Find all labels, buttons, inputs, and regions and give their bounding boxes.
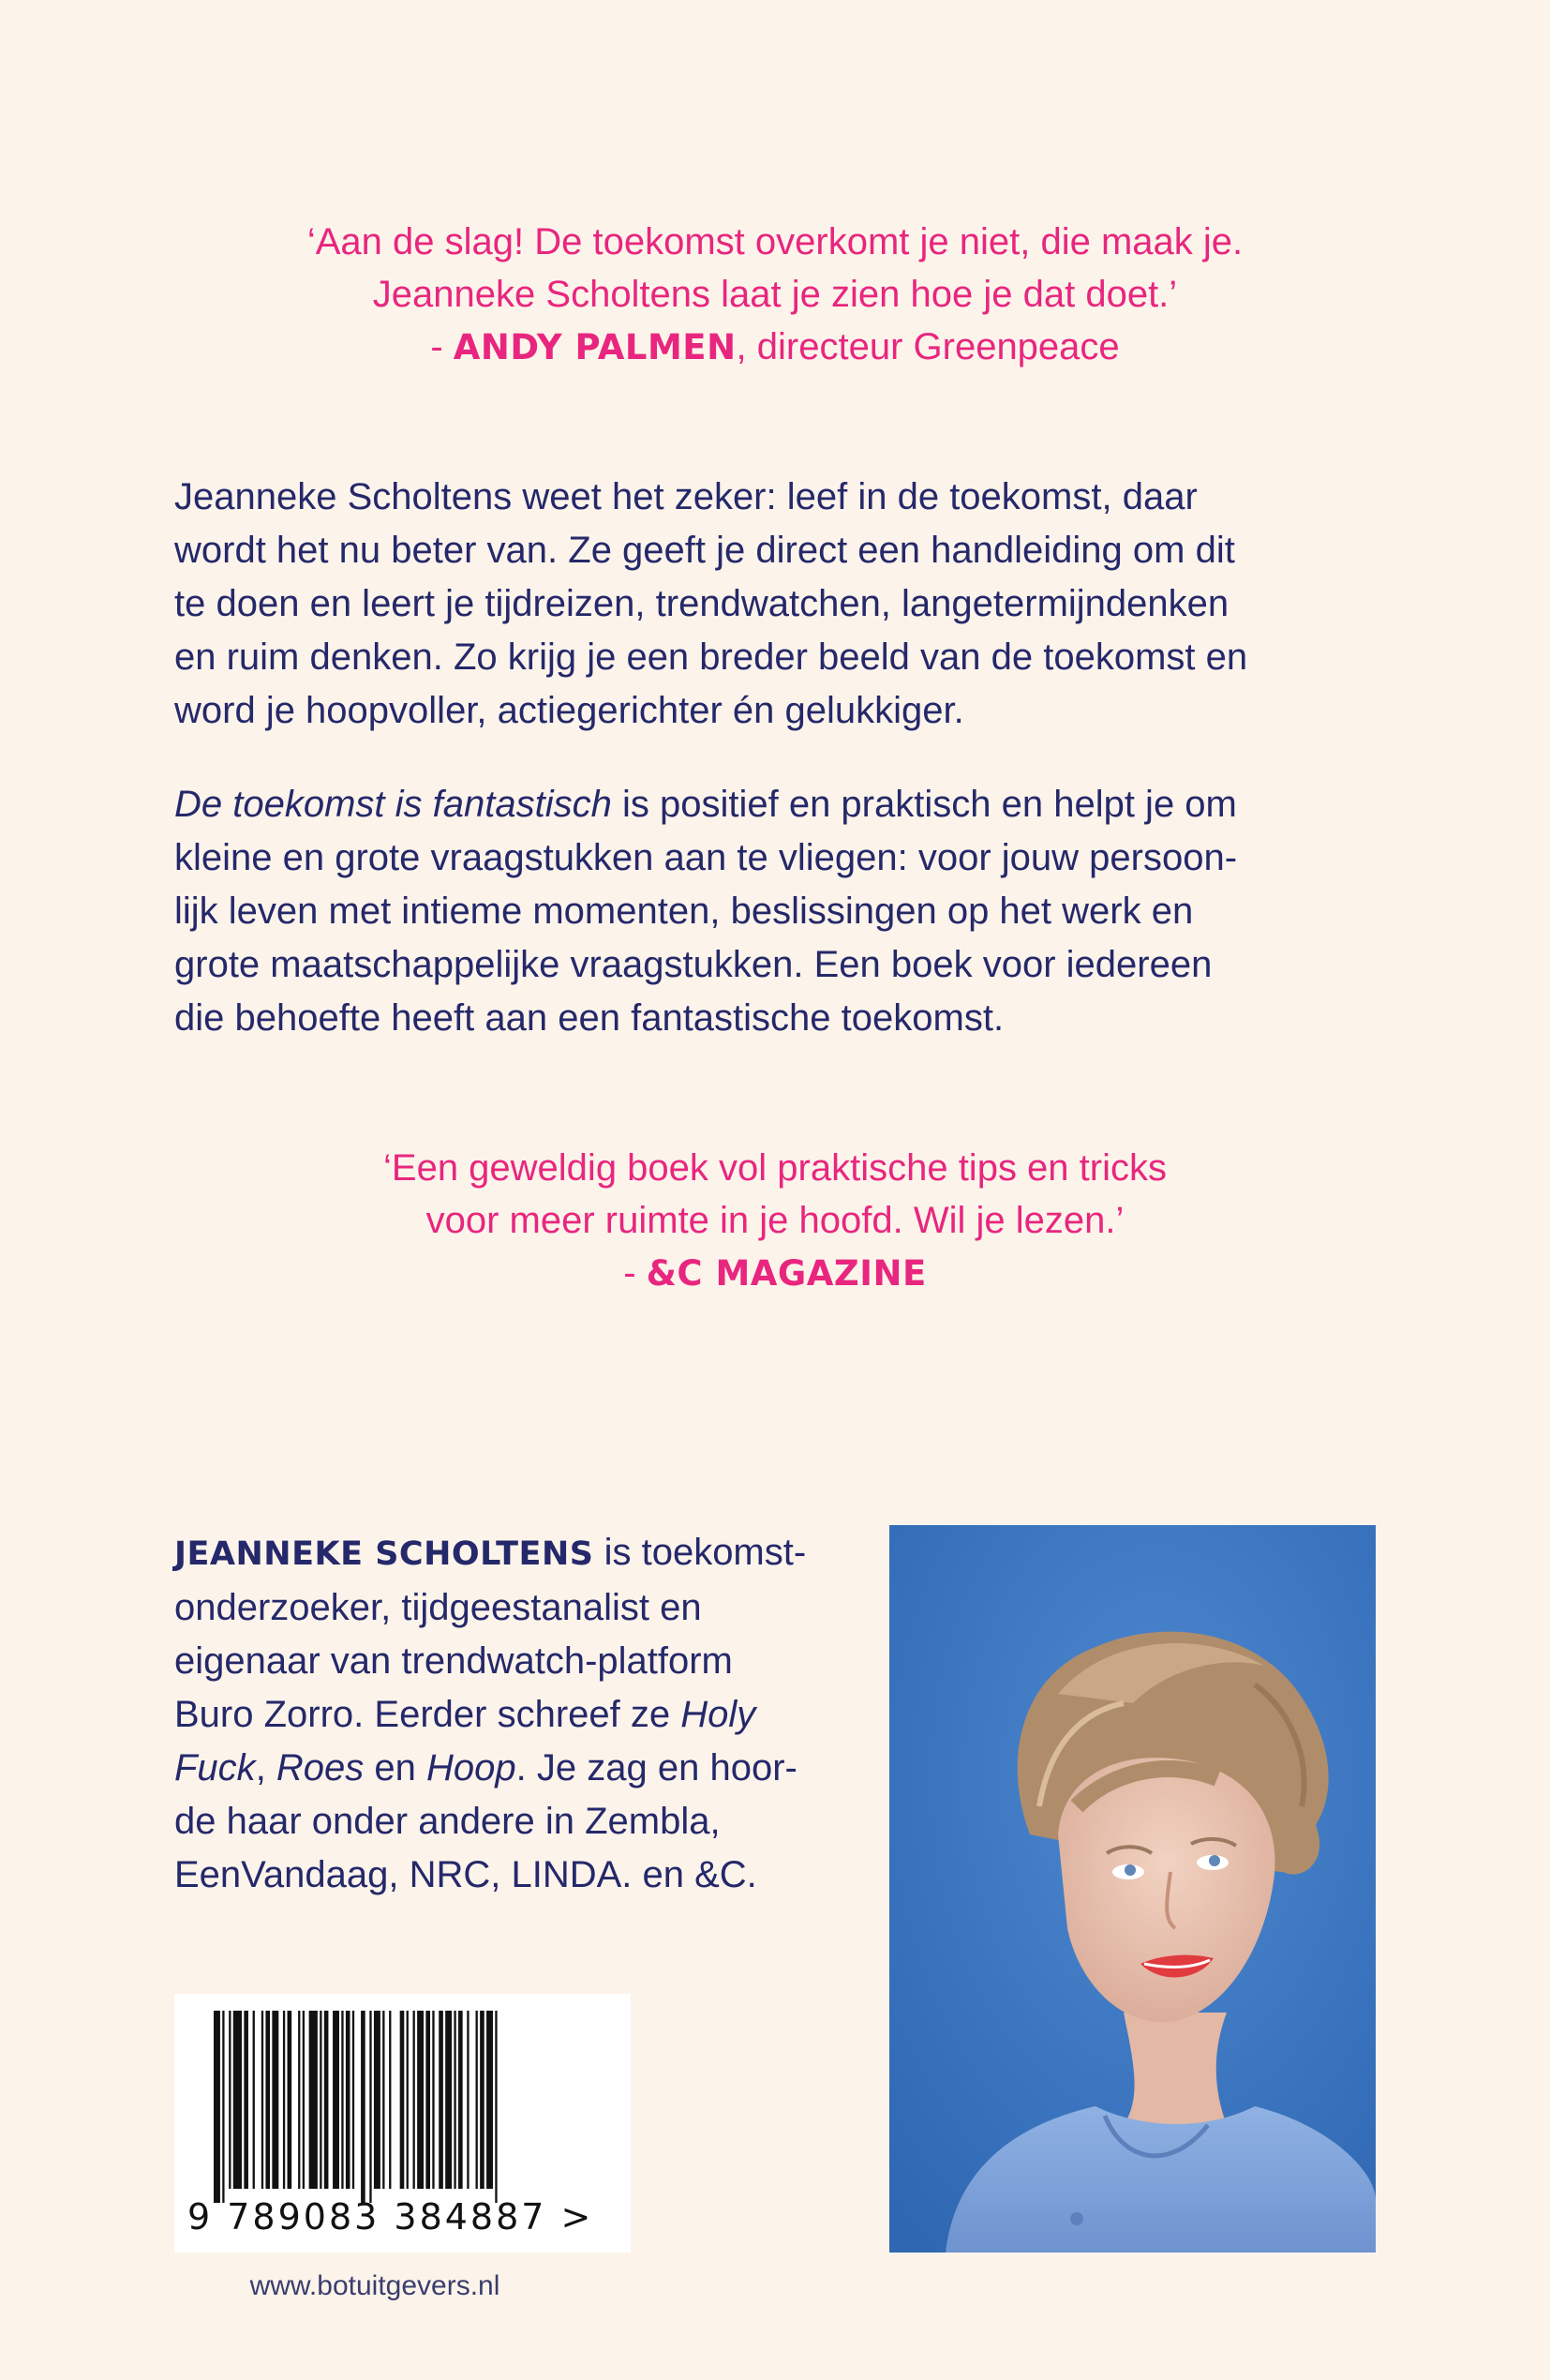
barcode-bar bbox=[265, 2011, 270, 2189]
barcode-bar bbox=[341, 2011, 343, 2189]
barcode-bar bbox=[333, 2011, 339, 2189]
barcode-bar bbox=[244, 2011, 248, 2189]
text-line: kleine en grote vraagstukken aan te vliegen: voor jouw persoon- bbox=[174, 837, 1238, 878]
text-fragment: is toekomst- bbox=[593, 1532, 807, 1573]
text-line: grote maatschappelijke vraagstukken. Een boek voor iedereen bbox=[174, 944, 1213, 985]
attribution-role: , directeur Greenpeace bbox=[736, 326, 1120, 367]
text-line bbox=[174, 1526, 849, 1581]
isbn-barcode bbox=[174, 1994, 631, 2253]
author-portrait-image bbox=[889, 1525, 1376, 2253]
barcode-bar bbox=[261, 2011, 263, 2189]
text-fragment: is positief en praktisch en helpt je om bbox=[611, 784, 1237, 825]
author-name: JEANNEKE SCHOLTENS bbox=[174, 1535, 594, 1573]
attribution-name: ANDY PALMEN bbox=[453, 327, 737, 367]
barcode-bar bbox=[288, 2011, 292, 2189]
isbn-digits: 9 789083 384887 > bbox=[187, 2196, 594, 2238]
barcode-bar bbox=[369, 2011, 371, 2203]
barcode-bar bbox=[382, 2011, 384, 2189]
attribution-name: &C MAGAZINE bbox=[646, 1253, 927, 1294]
barcode-bar bbox=[352, 2011, 354, 2189]
barcode-bar bbox=[445, 2011, 452, 2189]
barcode-bar bbox=[486, 2011, 493, 2189]
text-fragment: , bbox=[255, 1747, 276, 1789]
barcode-bar bbox=[432, 2011, 434, 2189]
barcode-bar bbox=[346, 2011, 350, 2189]
text-line bbox=[174, 1688, 849, 1742]
barcode-bar bbox=[439, 2011, 443, 2189]
quote-line: voor meer ruimte in je hoofd. Wil je lezen.’ bbox=[425, 1200, 1125, 1241]
barcode-bar bbox=[425, 2011, 430, 2189]
quote-line: ‘Een geweldig boek vol praktische tips en tricks bbox=[383, 1147, 1167, 1189]
attribution-dash: - bbox=[623, 1252, 647, 1294]
quote-and-c-magazine bbox=[0, 1142, 1550, 1300]
blurb-paragraph-2 bbox=[174, 778, 1383, 1045]
quote-line: Jeanneke Scholtens laat je zien hoe je dat doet.’ bbox=[372, 274, 1178, 315]
barcode-bar bbox=[389, 2011, 391, 2189]
barcode-bar bbox=[495, 2011, 497, 2203]
book-title-holy: Holy bbox=[680, 1694, 756, 1735]
barcode-bar bbox=[417, 2011, 424, 2189]
barcode-bar bbox=[407, 2011, 409, 2189]
book-title-hoop: Hoop bbox=[426, 1747, 516, 1789]
author-photo bbox=[889, 1525, 1376, 2253]
text-fragment: en bbox=[364, 1747, 427, 1789]
quote-attribution bbox=[0, 321, 1550, 374]
book-title: De toekomst is fantastisch bbox=[174, 784, 612, 825]
book-title-roes: Roes bbox=[276, 1747, 365, 1789]
text-line: en ruim denken. Zo krijg je een breder beeld van de toekomst en bbox=[174, 636, 1248, 678]
text-line: Jeanneke Scholtens weet het zeker: leef in de toekomst, daar bbox=[174, 476, 1198, 517]
text-line: onderzoeker, tijdgeestanalist en bbox=[174, 1587, 702, 1628]
text-line: te doen en leert je tijdreizen, trendwatchen, langetermijndenken bbox=[174, 583, 1230, 624]
barcode-bar bbox=[283, 2011, 285, 2189]
barcode-bar bbox=[400, 2011, 405, 2189]
text-line: wordt het nu beter van. Ze geeft je direct een handleiding om dit bbox=[174, 530, 1235, 571]
book-title-fuck: Fuck bbox=[174, 1747, 256, 1789]
barcode-bar bbox=[222, 2011, 224, 2203]
text-line: eigenaar van trendwatch-platform bbox=[174, 1640, 733, 1682]
barcode-bar bbox=[454, 2011, 455, 2189]
text-line: lijk leven met intieme momenten, beslissingen op het werk en bbox=[174, 891, 1194, 932]
text-line: EenVandaag, NRC, LINDA. en &C. bbox=[174, 1854, 757, 1895]
barcode-bar bbox=[253, 2011, 255, 2189]
barcode-bar bbox=[309, 2011, 318, 2189]
barcode-bar bbox=[476, 2011, 478, 2189]
barcode-bar bbox=[233, 2011, 242, 2189]
text-fragment: Buro Zorro. Eerder schreef ze bbox=[174, 1694, 681, 1735]
publisher-website[interactable]: www.botuitgevers.nl bbox=[249, 2270, 500, 2301]
barcode-bar bbox=[374, 2011, 380, 2189]
author-bio bbox=[174, 1526, 849, 1902]
attribution-dash: - bbox=[430, 326, 454, 367]
blurb-paragraph-1 bbox=[174, 471, 1383, 738]
quote-attribution bbox=[0, 1247, 1550, 1300]
barcode-bar bbox=[229, 2011, 231, 2189]
barcode-bar bbox=[272, 2011, 278, 2189]
quote-andy-palmen bbox=[0, 216, 1550, 374]
text-line: die behoefte heeft aan een fantastische toekomst. bbox=[174, 997, 1005, 1039]
barcode-bar bbox=[324, 2011, 329, 2189]
barcode-bar bbox=[214, 2011, 220, 2203]
barcode-bar bbox=[320, 2011, 321, 2189]
text-line bbox=[174, 778, 1383, 831]
barcode-bar bbox=[298, 2011, 300, 2189]
text-line: de haar onder andere in Zembla, bbox=[174, 1801, 721, 1842]
text-line: word je hoopvoller, actiegerichter én gelukkiger. bbox=[174, 690, 964, 731]
quote-line: ‘Aan de slag! De toekomst overkomt je niet, die maak je. bbox=[306, 221, 1244, 262]
barcode-bar bbox=[303, 2011, 305, 2189]
barcode-bar bbox=[480, 2011, 484, 2189]
barcode-bar bbox=[467, 2011, 469, 2189]
barcode-bar bbox=[458, 2011, 463, 2189]
barcode-bar bbox=[361, 2011, 365, 2203]
barcode-bar bbox=[413, 2011, 415, 2189]
text-line bbox=[174, 1742, 849, 1795]
text-fragment: . Je zag en hoor- bbox=[515, 1747, 797, 1789]
